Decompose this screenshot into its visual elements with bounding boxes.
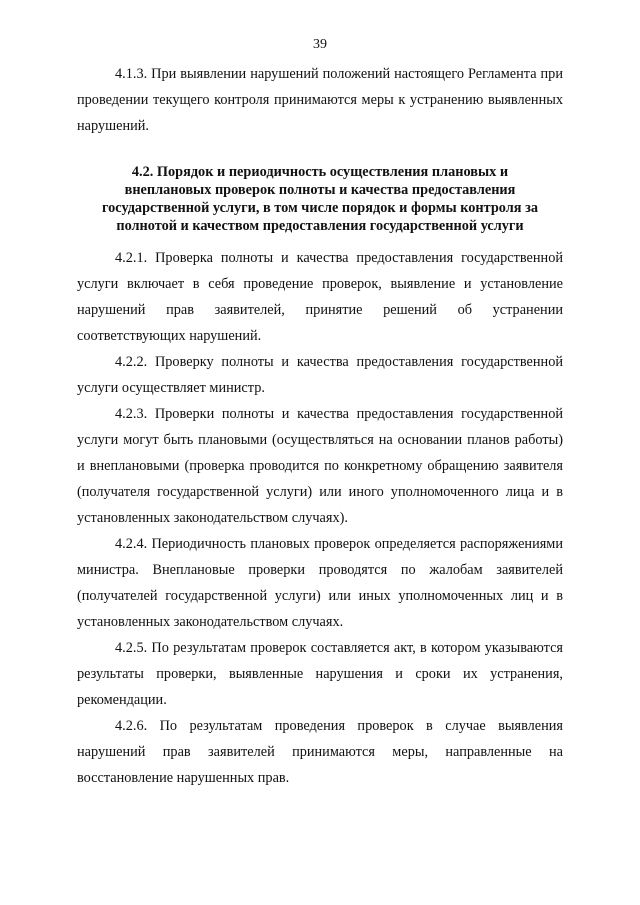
section-heading-4-2: 4.2. Порядок и периодичность осуществления плановых и внеплановых проверок полноты и качества предоставления государственной услуги, в том числе порядок и формы контроля за полнотой и качеством предоставления государственной услуги xyxy=(102,164,538,234)
paragraph-4-1-3: 4.1.3. При выявлении нарушений положений настоящего Регламента при проведении текущего контроля принимаются меры к устранению выявленных нарушений. xyxy=(77,66,563,134)
page-number: 39 xyxy=(313,37,327,52)
paragraph-4-2-2: 4.2.2. Проверку полноты и качества предоставления государственной услуги осуществляет министр. xyxy=(77,354,563,396)
page-content xyxy=(77,61,563,791)
paragraph-4-2-3: 4.2.3. Проверки полноты и качества предоставления государственной услуги могут быть плановыми (осуществляться на основании планов работы) и внеплановыми (проверка проводится по конкретному обращению заявителя (получателя государственной услуги) или иного уполномоченного лица и в установленных законодательством случаях). xyxy=(77,406,563,526)
paragraph-4-2-4: 4.2.4. Периодичность плановых проверок определяется распоряжениями министра. Внеплановые проверки проводятся по жалобам заявителей (получателей государственной услуги) или иных уполномоченных лиц и в установленных законодательством случаях. xyxy=(77,536,563,630)
paragraph-4-2-5: 4.2.5. По результатам проверок составляется акт, в котором указываются результаты проверки, выявленные нарушения и сроки их устранения, рекомендации. xyxy=(77,640,563,708)
paragraph-4-2-1: 4.2.1. Проверка полноты и качества предоставления государственной услуги включает в себя проведение проверок, выявление и установление нарушений прав заявителей, принятие решений об устранении соответствующих нарушений. xyxy=(77,250,563,344)
paragraph-4-2-6: 4.2.6. По результатам проведения проверок в случае выявления нарушений прав заявителей принимаются меры, направленные на восстановление нарушенных прав. xyxy=(77,718,563,786)
